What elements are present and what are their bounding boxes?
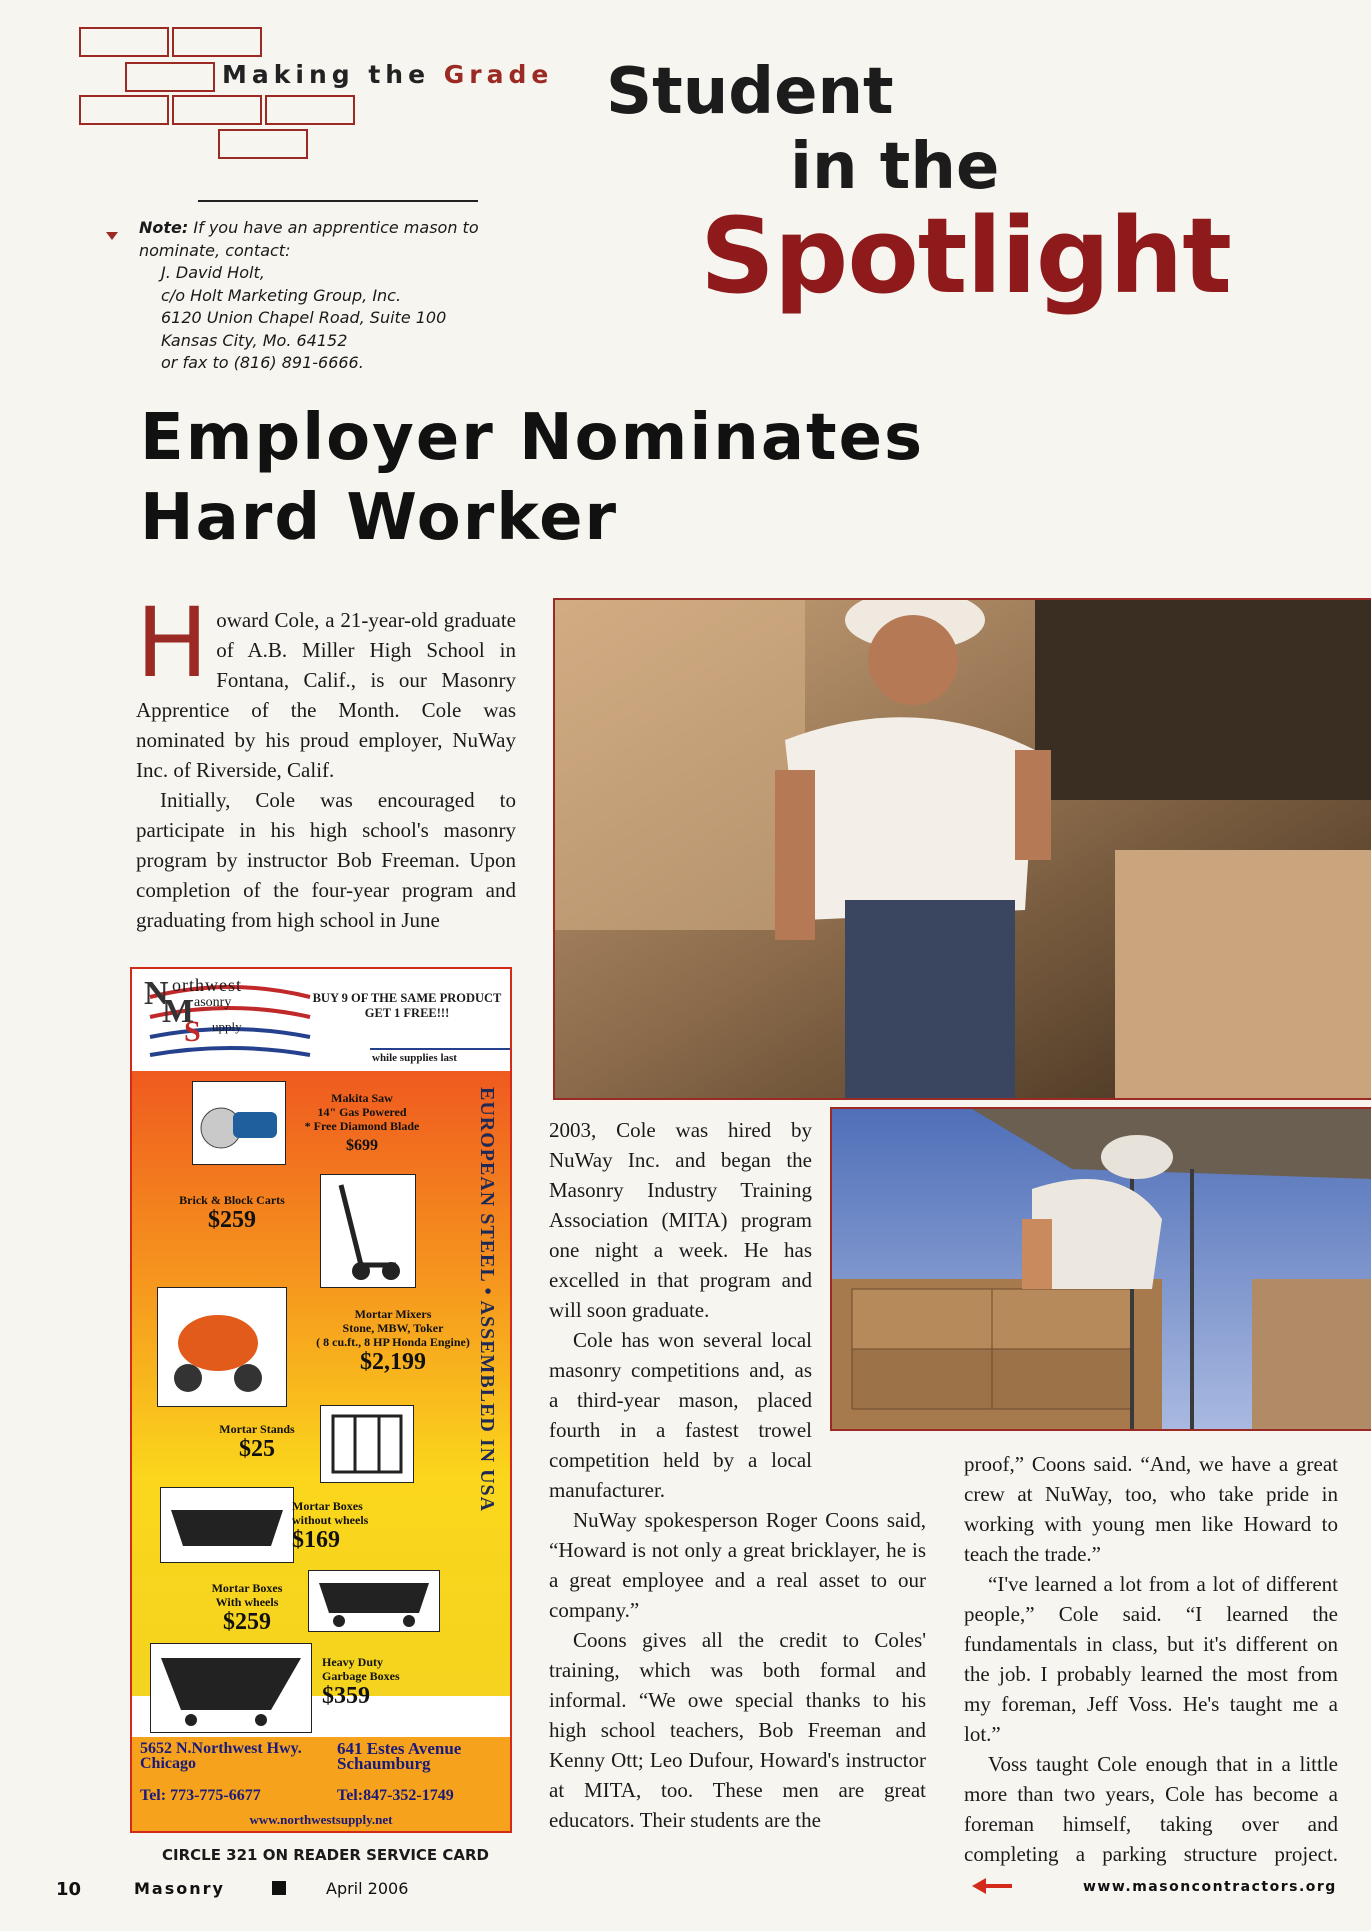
garbage-box-image bbox=[150, 1643, 312, 1733]
article-column-1: Howard Cole, a 21-year-old graduate of A.B. Miller High School in Fontana, Calif., is our Masonry Apprentice of the Month. Cole was nominated by his proud employer, NuWay Inc. of Riverside, Calif. Initially, Cole was encouraged to participate in his high school's masonry program by instructor Bob Freeman. Upon completion of the four-year program and graduating from high school in June bbox=[136, 587, 516, 932]
title-spotlight: Spotlight bbox=[700, 195, 1232, 317]
article-column-2-lower: NuWay spokesperson Roger Coons said, “Howard is not only a great bricklayer, he is a great employee and a real asset to our company.” Coons gives all the credit to Coles' training, which was both formal and informal. “We owe special thanks to his high school teachers, Bob Freeman and Kenny Ott; Leo Dufour, Howard's instructor at MITA, too. These men are great educators. Their students are the bbox=[549, 1508, 926, 1832]
website-url[interactable]: www.masoncontractors.org bbox=[1083, 1879, 1337, 1895]
ad-item-stands: Mortar Stands $25 bbox=[219, 1422, 295, 1462]
photo-worker-laying-block bbox=[830, 1107, 1371, 1431]
title-in-the: in the bbox=[790, 130, 1000, 204]
ad-item-carts: Brick & Block Carts $259 bbox=[179, 1193, 285, 1233]
triangle-icon bbox=[106, 232, 118, 240]
ad-vertical-slogan: EUROPEAN STEEL • ASSEMBLED IN USA bbox=[476, 1087, 498, 1513]
photo-worker-smiling bbox=[553, 598, 1371, 1100]
ad-promo: BUY 9 OF THE SAME PRODUCT GET 1 FREE!!! bbox=[312, 991, 502, 1020]
ad-website[interactable]: www.northwestsupply.net bbox=[249, 1812, 393, 1827]
ad-address-chicago: 5652 N.Northwest Hwy. Chicago bbox=[140, 1740, 302, 1772]
ad-item-boxes: Mortar Boxes without wheels $169 bbox=[292, 1499, 369, 1553]
reader-service-note: CIRCLE 321 ON READER SERVICE CARD bbox=[162, 1846, 489, 1864]
mortar-box-image bbox=[160, 1487, 294, 1563]
issue-date: April 2006 bbox=[326, 1879, 409, 1898]
magazine-name: Masonry bbox=[134, 1879, 225, 1898]
page-number: 10 bbox=[56, 1879, 82, 1900]
trowel-end-icon bbox=[970, 1876, 1014, 1896]
wheeled-box-image bbox=[308, 1570, 440, 1632]
nomination-note: Note: If you have an apprentice mason to nominate, contact: J. David Holt, c/o Holt Marketing Group, Inc. 6120 Union Chapel Road, Suite 100 Kansas City, Mo. 64152 or fax to (816) 891-6666. bbox=[139, 218, 479, 372]
ad-item-saw: Makita Saw 14" Gas Powered * Free Diamond Blade $699 bbox=[304, 1091, 420, 1154]
section-kicker: Making the Grade bbox=[222, 60, 554, 89]
title-student: Student bbox=[606, 55, 894, 129]
footer-square-icon bbox=[272, 1881, 286, 1895]
mixer-image bbox=[157, 1287, 287, 1407]
article-headline: Employer Nominates Hard Worker bbox=[140, 401, 925, 555]
cart-image bbox=[320, 1174, 416, 1288]
ad-item-mixers: Mortar Mixers Stone, MBW, Toker ( 8 cu.ft., 8 HP Honda Engine) $2,199 bbox=[316, 1307, 470, 1375]
saw-image bbox=[192, 1081, 286, 1165]
ad-address-schaumburg: 641 Estes Avenue Schaumburg bbox=[337, 1739, 462, 1773]
note-rule bbox=[198, 200, 478, 202]
stand-image bbox=[320, 1405, 414, 1483]
ad-item-garbage: Heavy Duty Garbage Boxes $359 bbox=[322, 1655, 400, 1709]
article-column-2: 2003, Cole was hired by NuWay Inc. and began the Masonry Industry Training Association (MITA) program one night a week. He has excelled in that program and will soon graduate. Cole has won several local masonry competitions and, as a third-year mason, placed fourth in a fastest trowel competition held by a local manufacturer. bbox=[549, 1118, 812, 1502]
northwest-masonry-supply-ad: N orthwest M asonry S upply BUY 9 OF THE SAME PRODUCT GET 1 FREE!!! while supplies last Makita Saw 14" Gas Powered * Free Diamond Blade $699 Brick & Block Carts $259 Mortar Mixers Stone, MBW, Toker ( 8 cu.ft., 8 HP Honda Engine) $2,199 Mortar Stands $25 Mortar Boxes without wheels $169 Mortar Boxes With wheels $259 Heavy Duty Garbage Boxes $359 EUROPEAN STEEL • ASSEMBLED IN USA 5652 N.Northwest Hwy. Chicago 641 Estes Avenue Schaumburg Tel: 773-775-6677 Tel:847-352-1749 www.northwestsupply.net bbox=[130, 967, 512, 1833]
article-column-3: proof,” Coons said. “And, we have a great crew at NuWay, too, who take pride in working with young men like Howard to teach the trade.” “I've learned a lot from a lot of different people,” Cole said. “I learned the fundamentals in class, but it's different on the job. I probably learned the most from my foreman, Jeff Voss. He's taught me a lot.” Voss taught Cole enough that in a little more than two years, Cole has become a foreman himself, taking over and completing a parking structure project. bbox=[964, 1449, 1338, 1899]
ad-item-boxes-wheels: Mortar Boxes With wheels $259 bbox=[211, 1581, 283, 1635]
drop-cap: H bbox=[136, 587, 209, 699]
